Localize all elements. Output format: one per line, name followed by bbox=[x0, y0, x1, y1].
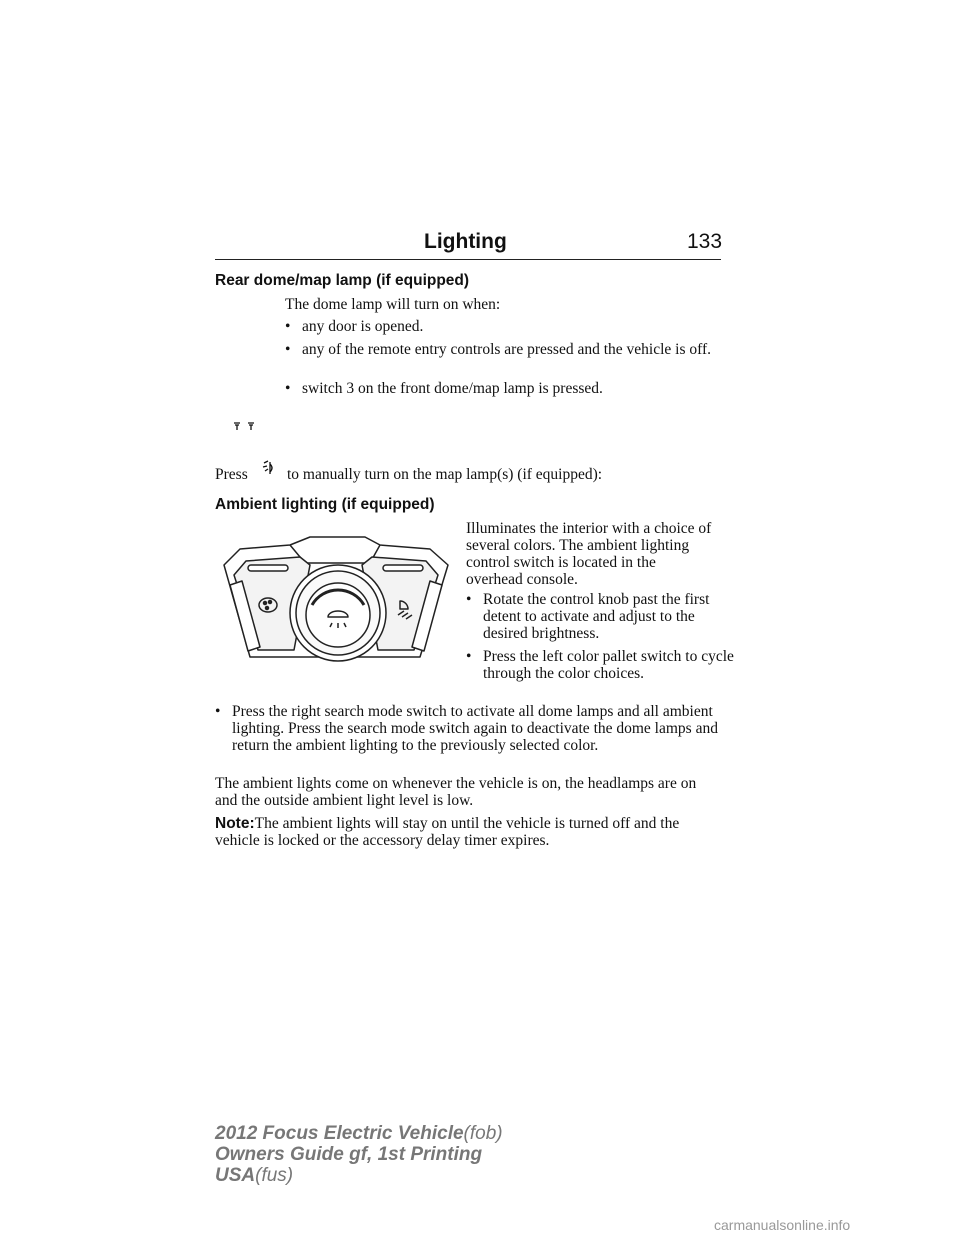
ambient-paragraph: The ambient lights come on whenever the vehicle is on, the headlamps are on and the outside ambient light level is low. bbox=[215, 775, 697, 809]
footer-model-code: (fob) bbox=[463, 1123, 503, 1144]
footer-region: USA bbox=[215, 1165, 256, 1186]
watermark: carmanualsonline.info bbox=[714, 1217, 851, 1233]
ambient-intro: Illuminates the interior with a choice of several colors. The ambient lighting control switch is located in the overhead console. bbox=[466, 520, 712, 588]
map-lamp-icon bbox=[262, 460, 276, 476]
page-title: Lighting bbox=[424, 230, 507, 253]
footer-printing: Owners Guide gf, 1st Printing bbox=[215, 1144, 483, 1165]
header-rule bbox=[215, 259, 721, 260]
ambient-control-illustration bbox=[220, 535, 455, 665]
ambient-bullet-1: • Rotate the control knob past the first detent to activate and adjust to the desired brightness. bbox=[466, 591, 738, 642]
ambient-note bbox=[215, 815, 720, 849]
section-heading-rear-dome: Rear dome/map lamp (if equipped) bbox=[215, 272, 470, 289]
rear-dome-bullet-3: • switch 3 on the front dome/map lamp is pressed. bbox=[285, 380, 742, 397]
note-text: The ambient lights will stay on until the vehicle is turned off and the vehicle is locked or the accessory delay timer expires. bbox=[215, 815, 680, 849]
rear-dome-bullet-2: • any of the remote entry controls are pressed and the vehicle is off. bbox=[285, 341, 747, 358]
rear-dome-intro: The dome lamp will turn on when: bbox=[285, 296, 501, 313]
footer-region-code: (fus) bbox=[255, 1165, 294, 1186]
map-lamp-pair-icon bbox=[230, 421, 260, 433]
press-prefix: Press bbox=[215, 466, 248, 483]
rear-dome-bullet-1: • any door is opened. bbox=[285, 318, 742, 335]
page-number: 133 bbox=[687, 230, 723, 253]
note-label: Note: bbox=[215, 815, 255, 832]
section-heading-ambient: Ambient lighting (if equipped) bbox=[215, 496, 435, 513]
ambient-bullet-3: • Press the right search mode switch to activate all dome lamps and all ambient lighting. Press the search mode switch again to deactivate the dome lamps and return the ambient lighting to the previously selected color. bbox=[215, 703, 737, 754]
ambient-bullet-2: • Press the left color pallet switch to cycle through the color choices. bbox=[466, 648, 738, 682]
press-suffix: to manually turn on the map lamp(s) (if equipped): bbox=[287, 466, 603, 483]
footer bbox=[215, 1123, 503, 1186]
footer-model: 2012 Focus Electric Vehicle bbox=[215, 1123, 464, 1144]
